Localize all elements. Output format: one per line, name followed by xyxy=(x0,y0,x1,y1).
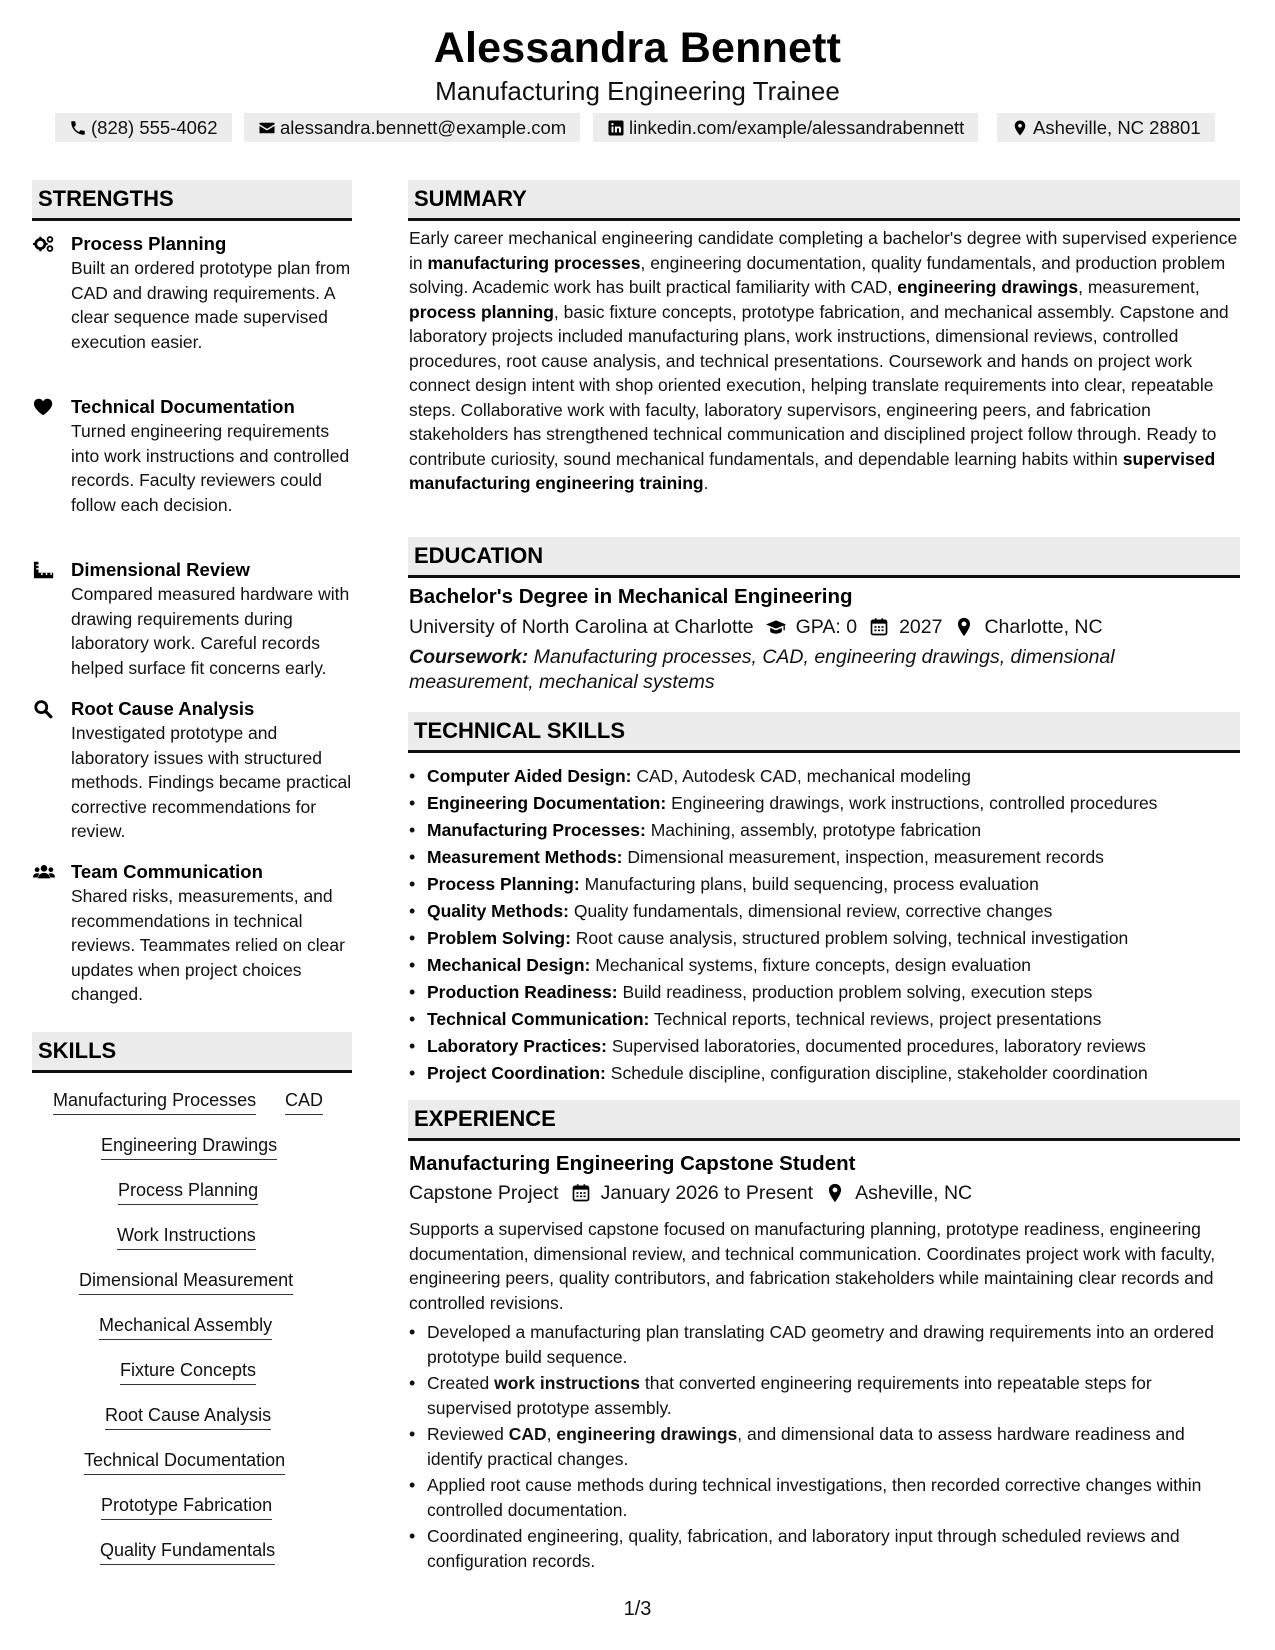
gears-icon xyxy=(33,234,57,254)
strengths-heading: STRENGTHS xyxy=(32,180,352,221)
bullet-part: Applied root cause methods during technical investigations, then recorded corrective changes within controlled documentation. xyxy=(427,1475,1202,1520)
list-item xyxy=(409,790,1239,817)
strength-description: Turned engineering requirements into work instructions and controlled records. Faculty reviewers could follow each decision. xyxy=(71,421,350,515)
skill-category: Measurement Methods: xyxy=(427,847,623,867)
skill-values: Engineering drawings, work instructions, controlled procedures xyxy=(671,793,1158,813)
strength-item xyxy=(33,558,353,680)
skills-heading: SKILLS xyxy=(32,1032,352,1073)
skill-tag: Mechanical Assembly xyxy=(99,1313,272,1340)
skill-values: Quality fundamentals, dimensional review, corrective changes xyxy=(573,901,1053,921)
linkedin-text: linkedin.com/example/alessandrabennett xyxy=(629,117,965,138)
list-item xyxy=(409,871,1239,898)
job-location: Asheville, NC xyxy=(855,1182,973,1204)
summary-part: supervised manufacturing engineering training xyxy=(409,448,1216,493)
map-marker-icon xyxy=(825,1183,845,1203)
bullet-part: , xyxy=(546,1424,557,1444)
skill-tag: Quality Fundamentals xyxy=(100,1538,275,1565)
summary-part: , engineering documentation, quality fundamentals, and production problem solving. Academic work has built practical familiarity with CAD, xyxy=(409,252,1226,297)
job-dates: January 2026 to Present xyxy=(600,1182,814,1204)
contact-location xyxy=(997,113,1215,142)
bullet-part: Reviewed xyxy=(427,1424,509,1444)
job-description: Supports a supervised capstone focused on manufacturing planning, prototype readiness, engineering documentation, dimensional review, and technical communication. Coordinates project work with faculty, engineering peers, quality contributors, and fabrication stakeholders while maintaining clear records and controlled revisions. xyxy=(409,1219,1216,1313)
email-text: alessandra.bennett@example.com xyxy=(280,117,567,138)
calendar-icon xyxy=(571,1183,591,1203)
list-item xyxy=(409,1060,1239,1087)
heart-icon xyxy=(33,397,57,417)
skill-tag: CAD xyxy=(285,1088,323,1115)
summary-part: , measurement, xyxy=(1078,277,1200,297)
skill-tag: Technical Documentation xyxy=(84,1448,285,1475)
list-item xyxy=(409,763,1239,790)
list-item xyxy=(409,925,1239,952)
skill-values: Mechanical systems, fixture concepts, design evaluation xyxy=(595,955,1032,975)
bullet-part: , and dimensional data to assess hardware readiness and identify practical changes. xyxy=(427,1424,1185,1469)
education-coursework xyxy=(409,645,1229,694)
contact-email[interactable] xyxy=(244,113,580,142)
strength-item xyxy=(33,860,353,1007)
coursework-label: Coursework: xyxy=(409,646,529,668)
skill-values: Supervised laboratories, documented procedures, laboratory reviews xyxy=(611,1036,1146,1056)
phone-icon xyxy=(69,119,87,137)
experience-bullets xyxy=(409,1320,1239,1575)
summary-heading: SUMMARY xyxy=(408,180,1240,221)
skill-category: Laboratory Practices: xyxy=(427,1036,607,1056)
linkedin-icon xyxy=(607,119,625,137)
skill-values: Manufacturing plans, build sequencing, process evaluation xyxy=(584,874,1039,894)
list-item xyxy=(409,1473,1239,1522)
skill-tag: Work Instructions xyxy=(117,1223,256,1250)
candidate-name: Alessandra Bennett xyxy=(433,24,842,72)
strength-item xyxy=(33,697,353,844)
skill-category: Engineering Documentation: xyxy=(427,793,667,813)
skill-category: Production Readiness: xyxy=(427,982,618,1002)
skill-tag: Process Planning xyxy=(118,1178,258,1205)
skill-values: Schedule discipline, configuration discipline, stakeholder coordination xyxy=(610,1063,1148,1083)
list-item xyxy=(409,1422,1239,1471)
list-item xyxy=(409,952,1239,979)
education-degree: Bachelor's Degree in Mechanical Engineering xyxy=(409,585,853,608)
job-meta xyxy=(409,1180,972,1206)
skill-values: Technical reports, technical reviews, project presentations xyxy=(653,1009,1102,1029)
list-item xyxy=(409,1371,1239,1420)
resume-header xyxy=(0,22,1275,106)
strength-title: Dimensional Review xyxy=(71,559,250,580)
skill-values: Dimensional measurement, inspection, measurement records xyxy=(627,847,1104,867)
experience-heading: EXPERIENCE xyxy=(408,1100,1240,1141)
map-marker-icon xyxy=(954,617,974,637)
list-item xyxy=(409,1524,1239,1573)
bullet-part: work instructions xyxy=(494,1373,640,1393)
bullet-part: engineering drawings xyxy=(556,1424,738,1444)
ruler-combined-icon xyxy=(33,560,57,580)
page-number: 1/3 xyxy=(623,1598,652,1620)
phone-text: (828) 555-4062 xyxy=(91,117,218,138)
contact-linkedin[interactable] xyxy=(593,113,978,142)
education-gpa: GPA: 0 xyxy=(795,616,858,638)
envelope-icon xyxy=(258,119,276,137)
list-item xyxy=(409,844,1239,871)
education-location: Charlotte, NC xyxy=(984,616,1103,638)
bullet-part: Created xyxy=(427,1373,495,1393)
graduation-cap-icon xyxy=(766,617,786,637)
skill-category: Project Coordination: xyxy=(427,1063,606,1083)
summary-part: . xyxy=(703,473,709,493)
skill-category: Technical Communication: xyxy=(427,1009,650,1029)
summary-part: engineering drawings xyxy=(897,277,1079,297)
job-title: Manufacturing Engineering Capstone Student xyxy=(409,1152,856,1175)
skill-tag: Manufacturing Processes xyxy=(53,1088,256,1115)
strength-item xyxy=(33,395,353,517)
strength-description: Compared measured hardware with drawing requirements during laboratory work. Careful records helped surface fit concerns early. xyxy=(71,584,350,678)
strength-description: Built an ordered prototype plan from CAD and drawing requirements. A clear sequence made supervised execution easier. xyxy=(71,258,351,352)
search-icon xyxy=(33,699,57,719)
strength-description: Shared risks, measurements, and recommendations in technical reviews. Teammates relied on clear updates when project choices changed. xyxy=(71,886,345,1004)
skill-tag: Fixture Concepts xyxy=(120,1358,256,1385)
contact-phone[interactable] xyxy=(55,113,232,142)
list-item xyxy=(409,1320,1239,1369)
coursework-text: Manufacturing processes, CAD, engineering drawings, dimensional measurement, mechanical systems xyxy=(409,646,1115,693)
strength-item xyxy=(33,232,353,354)
bullet-part: CAD xyxy=(508,1424,547,1444)
strength-title: Team Communication xyxy=(71,861,263,882)
technical-skills-list xyxy=(409,763,1239,1087)
candidate-title: Manufacturing Engineering Trainee xyxy=(435,76,840,106)
users-icon xyxy=(33,862,57,882)
education-heading: EDUCATION xyxy=(408,537,1240,578)
summary-text xyxy=(409,226,1239,496)
education-meta xyxy=(409,614,1103,640)
strength-description: Investigated prototype and laboratory issues with structured methods. Findings became practical corrective recommendations for review. xyxy=(71,723,352,841)
calendar-icon xyxy=(869,617,889,637)
technical-skills-heading: TECHNICAL SKILLS xyxy=(408,712,1240,753)
skill-category: Process Planning: xyxy=(427,874,580,894)
list-item xyxy=(409,898,1239,925)
skill-tag: Prototype Fabrication xyxy=(101,1493,272,1520)
location-text: Asheville, NC 28801 xyxy=(1033,117,1201,138)
strength-title: Technical Documentation xyxy=(71,396,295,417)
skill-values: Machining, assembly, prototype fabrication xyxy=(650,820,982,840)
contact-bar xyxy=(0,113,1275,142)
list-item xyxy=(409,1006,1239,1033)
skill-tag: Root Cause Analysis xyxy=(105,1403,271,1430)
strength-title: Process Planning xyxy=(71,233,227,254)
summary-part: , basic fixture concepts, prototype fabrication, and mechanical assembly. Capstone and laboratory projects included manufacturing plans, work instructions, dimensional reviews, controlled procedures, root cause analysis, and technical presentations. Coursework and hands on project work connect design intent with shop oriented execution, helping translate requirements into clear, repeatable steps. Collaborative work with faculty, laboratory supervisors, engineering peers, and fabrication stakeholders has strengthened technical communication and disciplined project follow through. Ready to contribute curiosity, sound mechanical fundamentals, and dependable learning habits within xyxy=(409,301,1229,469)
summary-part: Early career mechanical engineering candidate completing a bachelor's degree with supervised experience in xyxy=(409,228,1238,273)
skill-category: Manufacturing Processes: xyxy=(427,820,646,840)
education-year: 2027 xyxy=(899,616,943,638)
skill-category: Computer Aided Design: xyxy=(427,766,632,786)
skill-category: Mechanical Design: xyxy=(427,955,591,975)
education-school: University of North Carolina at Charlotte xyxy=(409,616,754,638)
skill-category: Problem Solving: xyxy=(427,928,571,948)
skill-tag: Engineering Drawings xyxy=(101,1133,277,1160)
skill-tag: Dimensional Measurement xyxy=(79,1268,293,1295)
summary-part: process planning xyxy=(409,301,554,322)
summary-part: manufacturing processes xyxy=(427,252,641,273)
bullet-part: that converted engineering requirements into repeatable steps for supervised prototype assembly. xyxy=(427,1373,1152,1418)
bullet-part: Coordinated engineering, quality, fabrication, and laboratory input through scheduled reviews and configuration records. xyxy=(427,1526,1180,1571)
skill-values: CAD, Autodesk CAD, mechanical modeling xyxy=(636,766,971,786)
strength-title: Root Cause Analysis xyxy=(71,698,255,719)
job-org: Capstone Project xyxy=(409,1182,559,1204)
list-item xyxy=(409,1033,1239,1060)
list-item xyxy=(409,817,1239,844)
skill-values: Build readiness, production problem solving, execution steps xyxy=(622,982,1093,1002)
list-item xyxy=(409,979,1239,1006)
skill-values: Root cause analysis, structured problem solving, technical investigation xyxy=(575,928,1129,948)
map-marker-icon xyxy=(1011,119,1029,137)
skill-category: Quality Methods: xyxy=(427,901,569,921)
bullet-part: Developed a manufacturing plan translating CAD geometry and drawing requirements into an ordered prototype build sequence. xyxy=(427,1322,1214,1367)
